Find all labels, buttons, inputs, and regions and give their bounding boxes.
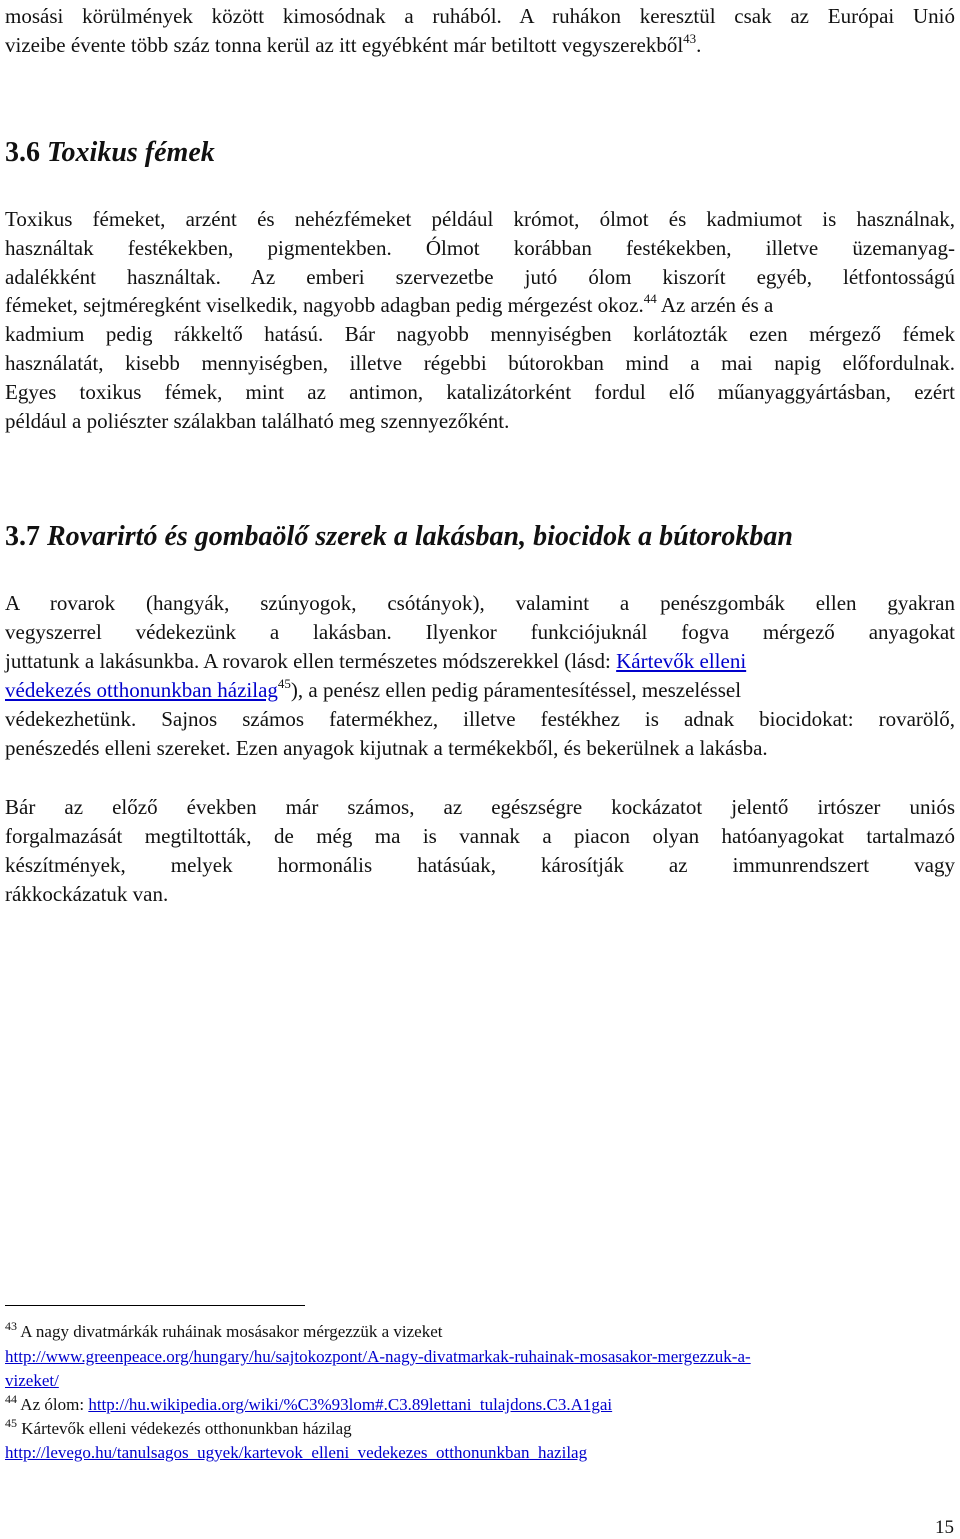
- footnote-separator: [5, 1305, 305, 1306]
- footnote-44-link[interactable]: http://hu.wikipedia.org/wiki/%C3%93lom#.C3.89lettani_tulajdons.C3.A1gai: [88, 1395, 613, 1414]
- section-heading-3-7: [5, 521, 793, 553]
- paragraph-line: védekezhetünk. Sajnos számos fatermékhez, illetve festékhez is adnak biocidokat: rovarölő,: [5, 707, 955, 731]
- paragraph-line: adalékként használtak. Az emberi szervezetbe jutó ólom kiszorít egyéb, létfontosságú: [5, 265, 955, 289]
- footnote-43-link-cont[interactable]: vizeket/: [5, 1371, 59, 1390]
- footnote-number: 43: [5, 1319, 17, 1333]
- footnote-text: Az ólom:: [17, 1395, 89, 1414]
- link-kartevok-elleni[interactable]: Kártevők elleni: [616, 649, 747, 673]
- paragraph-text: juttatunk a lakásunkba. A rovarok ellen természetes módszerekkel (lásd:: [5, 649, 617, 673]
- intro-line-2: [5, 32, 955, 58]
- paragraph-text: ), a penész ellen pedig páramentesítéssel, meszeléssel: [290, 678, 742, 702]
- paragraph-line: Bár az előző években már számos, az egészségre kockázatot jelentő irtószer uniós: [5, 795, 955, 819]
- paragraph-line: rákkockázatuk van.: [5, 882, 169, 906]
- intro-line-2-end: .: [696, 33, 702, 57]
- paragraph-line: használtak festékekben, pigmentekben. Ólmot korábban festékekben, illetve üzemanyag-: [5, 236, 955, 260]
- section-heading-3-6: [5, 137, 215, 169]
- paragraph-text: Az arzén és a: [656, 293, 774, 317]
- paragraph-line: Toxikus fémeket, arzént és nehézfémeket például krómot, ólmot és kadmiumot is használnak,: [5, 207, 955, 231]
- footnote-43-url-line-1: [5, 1347, 751, 1367]
- footnote-number: 44: [5, 1392, 17, 1406]
- paragraph-line-with-link: [5, 648, 955, 674]
- footnote-45: [5, 1416, 352, 1439]
- footnote-43: [5, 1319, 443, 1342]
- footnote-43-url-line-2: [5, 1371, 59, 1391]
- footnote-43-link[interactable]: http://www.greenpeace.org/hungary/hu/sajtokozpont/A-nagy-divatmarkak-ruhainak-mosasakor-mergezzuk-a-: [5, 1347, 751, 1366]
- footnote-ref-45[interactable]: 45: [277, 676, 291, 691]
- footnote-number: 45: [5, 1416, 17, 1430]
- footnote-45-link[interactable]: http://levego.hu/tanulsagos_ugyek/kartevok_elleni_vedekezes_otthonunkban_hazilag: [5, 1443, 588, 1462]
- footnote-text: Kártevők elleni védekezés otthonunkban házilag: [17, 1419, 352, 1438]
- section-number: 3.7: [5, 521, 40, 552]
- paragraph-line: Egyes toxikus fémek, mint az antimon, katalizátorként fordul elő műanyaggyártásban, ezért: [5, 380, 955, 404]
- paragraph-line: kadmium pedig rákkeltő hatású. Bár nagyobb mennyiségben korlátozták ezen mérgező fémek: [5, 322, 955, 346]
- paragraph-line: vegyszerrel védekezünk a lakásban. Ilyenkor funkciójuknál fogva mérgező anyagokat: [5, 620, 955, 644]
- section-title: Toxikus fémek: [47, 137, 215, 168]
- intro-line-1: mosási körülmények között kimosódnak a ruhából. A ruhákon keresztül csak az Európai Unió: [5, 4, 955, 28]
- paragraph-line-with-ref: [5, 292, 955, 318]
- paragraph-line-with-link: [5, 677, 955, 703]
- footnote-text: A nagy divatmárkák ruháinak mosásakor mérgezzük a vizeket: [17, 1322, 443, 1341]
- paragraph-line: például a poliészter szálakban található meg szennyezőként.: [5, 409, 510, 433]
- paragraph-text: fémeket, sejtméregként viselkedik, nagyobb adagban pedig mérgezést okoz.: [5, 293, 644, 317]
- footnote-45-url-line: [5, 1443, 587, 1463]
- page-number: 15: [935, 1517, 954, 1538]
- paragraph-line: A rovarok (hangyák, szúnyogok, csótányok), valamint a penészgombák ellen gyakran: [5, 591, 955, 615]
- footnote-44: [5, 1392, 613, 1415]
- paragraph-line: használatát, kisebb mennyiségben, illetve régebbi bútorokban mind a mai napig előfordulnak.: [5, 351, 955, 375]
- section-number: 3.6: [5, 137, 40, 168]
- paragraph-line: penészedés elleni szereket. Ezen anyagok kijutnak a termékekből, és bekerülnek a lakásba.: [5, 736, 768, 760]
- footnote-ref-44[interactable]: 44: [643, 291, 657, 306]
- section-title: Rovarirtó és gombaölő szerek a lakásban, biocidok a bútorokban: [47, 521, 793, 552]
- footnote-ref-43[interactable]: 43: [683, 31, 697, 46]
- paragraph-line: készítmények, melyek hormonális hatásúak, károsítják az immunrendszert vagy: [5, 853, 955, 877]
- intro-line-2-text: vizeibe évente több száz tonna kerül az itt egyébként már betiltott vegyszerekből: [5, 33, 684, 57]
- paragraph-line: forgalmazását megtiltották, de még ma is vannak a piacon olyan hatóanyagokat tartalmazó: [5, 824, 955, 848]
- link-vedekezes-otthonunkban[interactable]: védekezés otthonunkban házilag: [5, 678, 278, 702]
